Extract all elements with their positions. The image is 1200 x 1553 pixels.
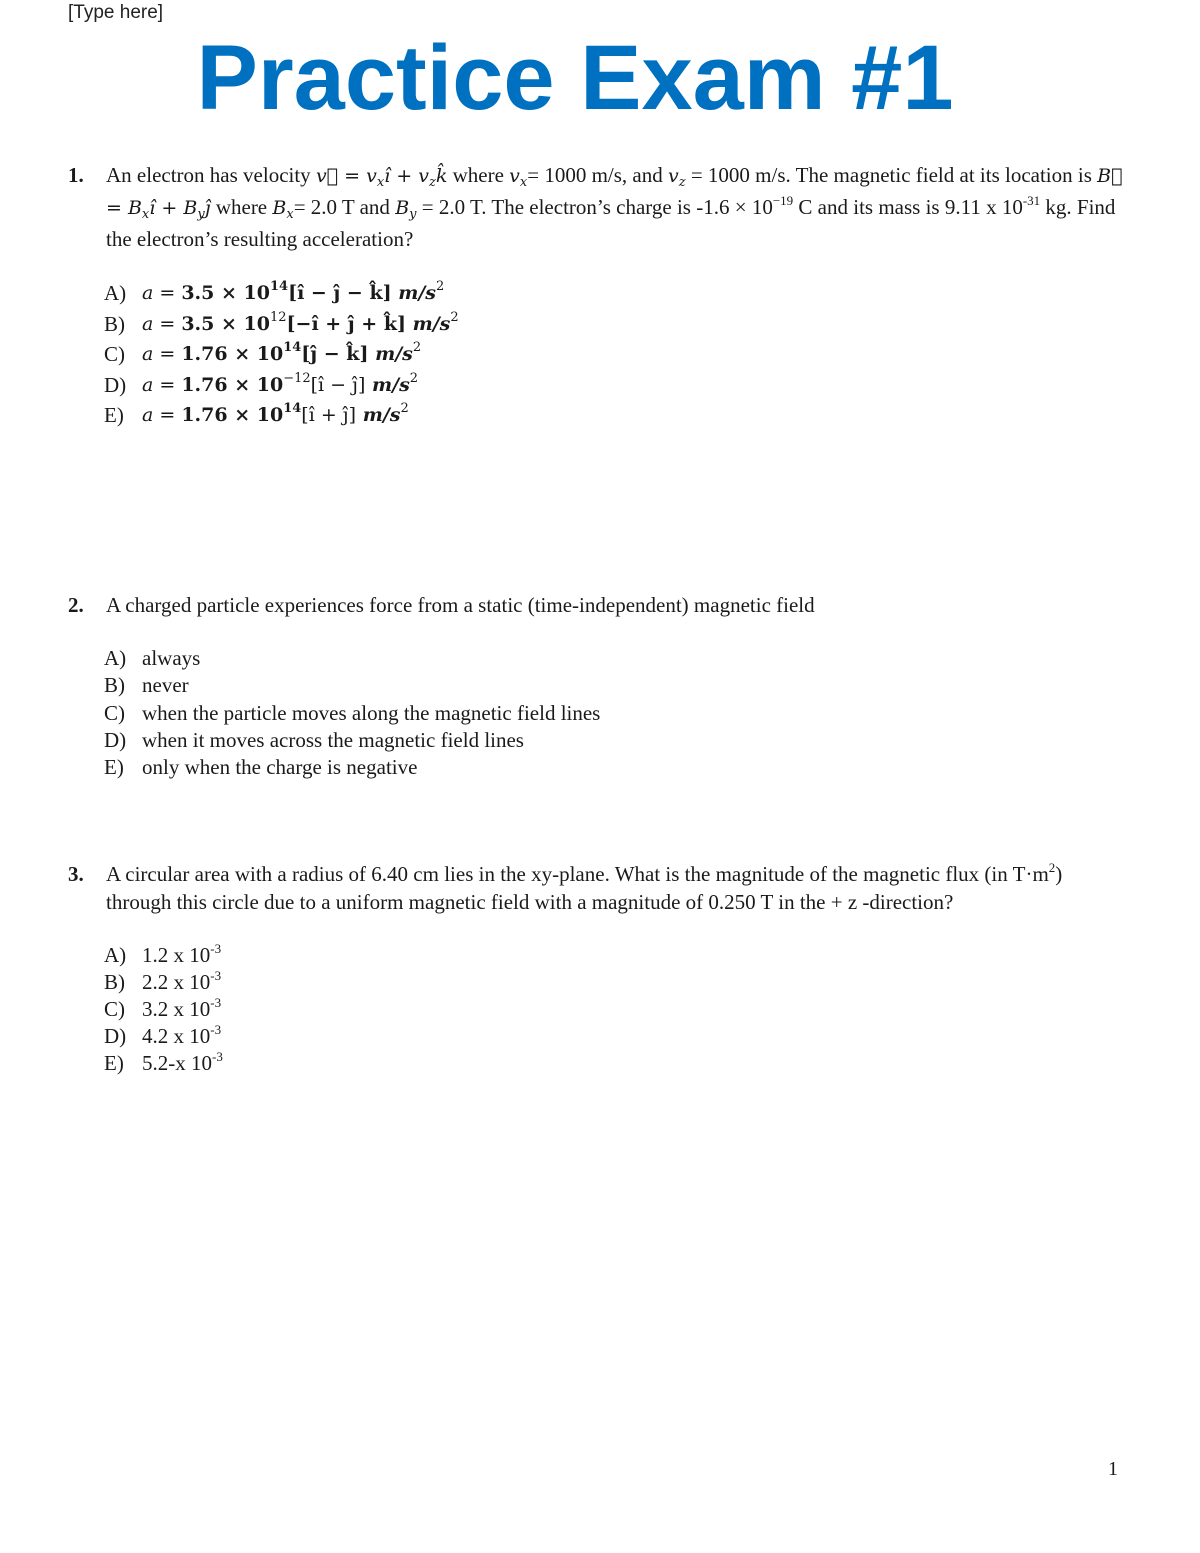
question-3-options: [104, 942, 223, 1077]
option-expression: $a = 1.76 \times 10^{14}[ĵ$ − k̂] $m/s^2$: [142, 340, 422, 365]
text-fragment: = 1000 m/s, and: [527, 163, 668, 187]
header-placeholder: [Type here]: [68, 2, 164, 23]
mass-exponent: -31: [1022, 193, 1041, 208]
text-fragment: = 2.0 T. The electron’s charge is -1.6 × 10: [416, 195, 773, 219]
option-d[interactable]: [104, 370, 459, 401]
option-c[interactable]: [104, 700, 600, 727]
charge-exponent: −19: [772, 193, 794, 208]
option-text: 4.2 x $10^{-3}$: [142, 1022, 222, 1048]
option-letter: E): [104, 755, 124, 780]
option-letter: A): [104, 646, 127, 670]
text-fragment: kg. Find the electron’s resulting acceleration?: [106, 195, 1116, 251]
option-e[interactable]: [104, 400, 459, 431]
option-expression: $a = 3.5 \times 10^{14}[î$ − ĵ − k̂] $m/s^2$: [142, 279, 445, 304]
option-letter: D): [104, 372, 127, 397]
option-text: 5.2-x $10^{-3}$: [142, 1049, 223, 1075]
option-text: 3.2 x $10^{-3}$: [142, 995, 222, 1021]
question-2-options: [104, 645, 600, 781]
question-text: A charged particle experiences force from a static (time-independent) magnetic field: [106, 593, 815, 617]
option-letter: C): [104, 700, 125, 725]
option-d[interactable]: [104, 1023, 223, 1050]
page-number: 1: [1108, 1458, 1118, 1480]
by-symbol: $B_y$: [395, 197, 417, 222]
field-expression: B⃗ = $B_xî$ + $B_yĵ$: [106, 165, 1123, 222]
option-letter: A): [104, 281, 127, 305]
option-letter: B): [104, 970, 125, 994]
question-2: [68, 590, 1128, 621]
text-fragment: = 1000 m/s. The magnetic field at its location is: [685, 163, 1098, 187]
text-fragment: C and its mass is 9.11 x 10: [793, 195, 1023, 219]
option-c[interactable]: [104, 339, 459, 370]
option-b[interactable]: [104, 672, 600, 699]
question-number: 3.: [68, 862, 84, 886]
text-fragment: where: [447, 163, 510, 187]
page-title: Practice Exam #1: [196, 27, 954, 129]
option-expression: $a = 3.5 \times 10^{12}[-î$ + ĵ + k̂] $m/s^2$: [142, 309, 459, 335]
question-1: [68, 160, 1128, 255]
question-text: A circular area with a radius of 6.40 cm lies in the xy-plane. What is the magnitude of the magnetic flux (in $T\cdot m^2$) through this circle due to a uniform magnetic field with a magnitude of 0.250 T in the + z -direction?: [106, 860, 1063, 914]
option-letter: B): [104, 311, 125, 336]
option-text: always: [142, 646, 201, 670]
text-fragment: = 2.0 T and: [293, 195, 396, 219]
option-letter: B): [104, 673, 125, 698]
option-text: only when the charge is negative: [142, 755, 418, 780]
option-text: 1.2 x $10^{-3}$: [142, 941, 222, 967]
velocity-expression: v⃗ = $v_xî$ + $v_zk̂$: [315, 165, 448, 190]
option-letter: D): [104, 727, 127, 752]
question-3: [68, 860, 1128, 916]
option-letter: C): [104, 997, 125, 1021]
text-fragment: where: [210, 195, 273, 219]
vx-symbol: $v_x$: [509, 165, 528, 190]
option-b[interactable]: [104, 309, 459, 340]
option-b[interactable]: [104, 969, 223, 996]
option-c[interactable]: [104, 996, 223, 1023]
option-letter: A): [104, 943, 127, 967]
option-letter: D): [104, 1024, 127, 1048]
option-e[interactable]: [104, 754, 600, 781]
bx-symbol: $B_x$: [272, 197, 294, 222]
question-number: 1.: [68, 163, 84, 187]
text-fragment: An electron has velocity: [106, 163, 316, 187]
question-1-options: [104, 278, 459, 431]
vz-symbol: $v_z$: [668, 165, 686, 190]
option-d[interactable]: [104, 727, 600, 754]
option-a[interactable]: [104, 278, 459, 309]
option-letter: E): [104, 1051, 124, 1075]
question-number: 2.: [68, 593, 84, 617]
option-a[interactable]: [104, 942, 223, 969]
option-expression: $a = 1.76 \times 10^{-12}[î$ − ĵ] $m/s^2$: [142, 370, 419, 396]
option-expression: $a = 1.76 \times 10^{14}[î$ + ĵ] $m/s^2$: [142, 401, 409, 426]
option-a[interactable]: [104, 645, 600, 672]
option-text: when it moves across the magnetic field lines: [142, 727, 524, 752]
option-letter: C): [104, 342, 125, 366]
option-text: 2.2 x $10^{-3}$: [142, 968, 222, 994]
option-e[interactable]: [104, 1050, 223, 1077]
question-text: [106, 160, 1128, 255]
option-text: never: [142, 673, 189, 698]
option-letter: E): [104, 403, 124, 427]
option-text: when the particle moves along the magnetic field lines: [142, 700, 601, 725]
